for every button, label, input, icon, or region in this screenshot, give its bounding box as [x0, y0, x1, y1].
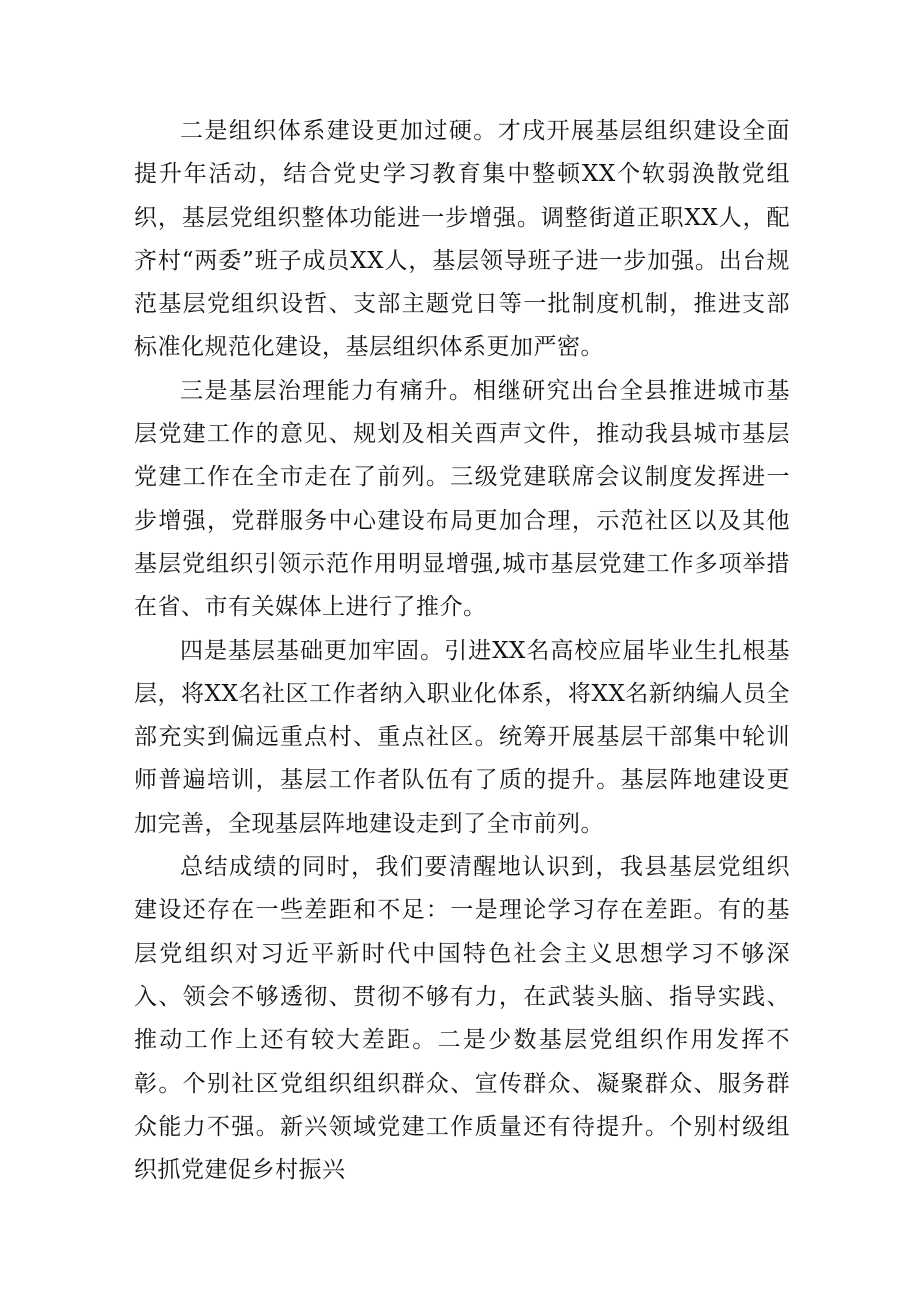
- paragraph-governance-capacity: 三是基层治理能力有痛升。相继研究出台全县推进城市基层党建工作的意见、规划及相关酉声文件，推动我县城市基层党建工作在全市走在了前列。三级党建联席会议制度发挥进一步增强，党群服务中心建设布局更加合理，示范社区以及其他基层党组织引领示范作用明显增强,城市基层党建工作多项举措在省、市有关媒体上进行了推介。: [134, 377, 790, 621]
- paragraph-gaps-and-shortcomings: 总结成绩的同时，我们要清醒地认识到，我县基层党组织建设还存在一些差距和不足：一是理论学习存在差距。有的基层党组织对习近平新时代中国特色社会主义思想学习不够深入、领会不够透彻、贯彻不够有力，在武装头脑、指导实践、推动工作上还有较大差距。二是少数基层党组织作用发挥不彰。个别社区党组织组织群众、宣传群众、凝聚群众、服务群众能力不强。新兴领域党建工作质量还有待提升。个别村级组织抓党建促乡村振兴: [134, 854, 790, 1184]
- document-body: [134, 110, 790, 1192]
- paragraph-grassroots-foundation: 四是基层基础更加牢固。引进XX名高校应届毕业生扎根基层，将XX名社区工作者纳入职业化体系，将XX名新纳编人员全部充实到偏远重点村、重点社区。统筹开展基层干部集中轮训师普遍培训，基层工作者队伍有了质的提升。基层阵地建设更加完善，全现基层阵地建设走到了全市前列。: [134, 637, 790, 837]
- paragraph-organization-system: 二是组织体系建设更加过硬。才戌开展基层组织建设全面提升年活动，结合党史学习教育集中整顿XX个软弱涣散党组织，基层党组织整体功能进一步增强。调整街道正职XX人，配齐村“两委”班子成员XX人，基层领导班子进一步加强。出台规范基层党组织设哲、支部主题党日等一批制度机制，推进支部标准化规范化建设，基层组织体系更加严密。: [134, 118, 790, 361]
